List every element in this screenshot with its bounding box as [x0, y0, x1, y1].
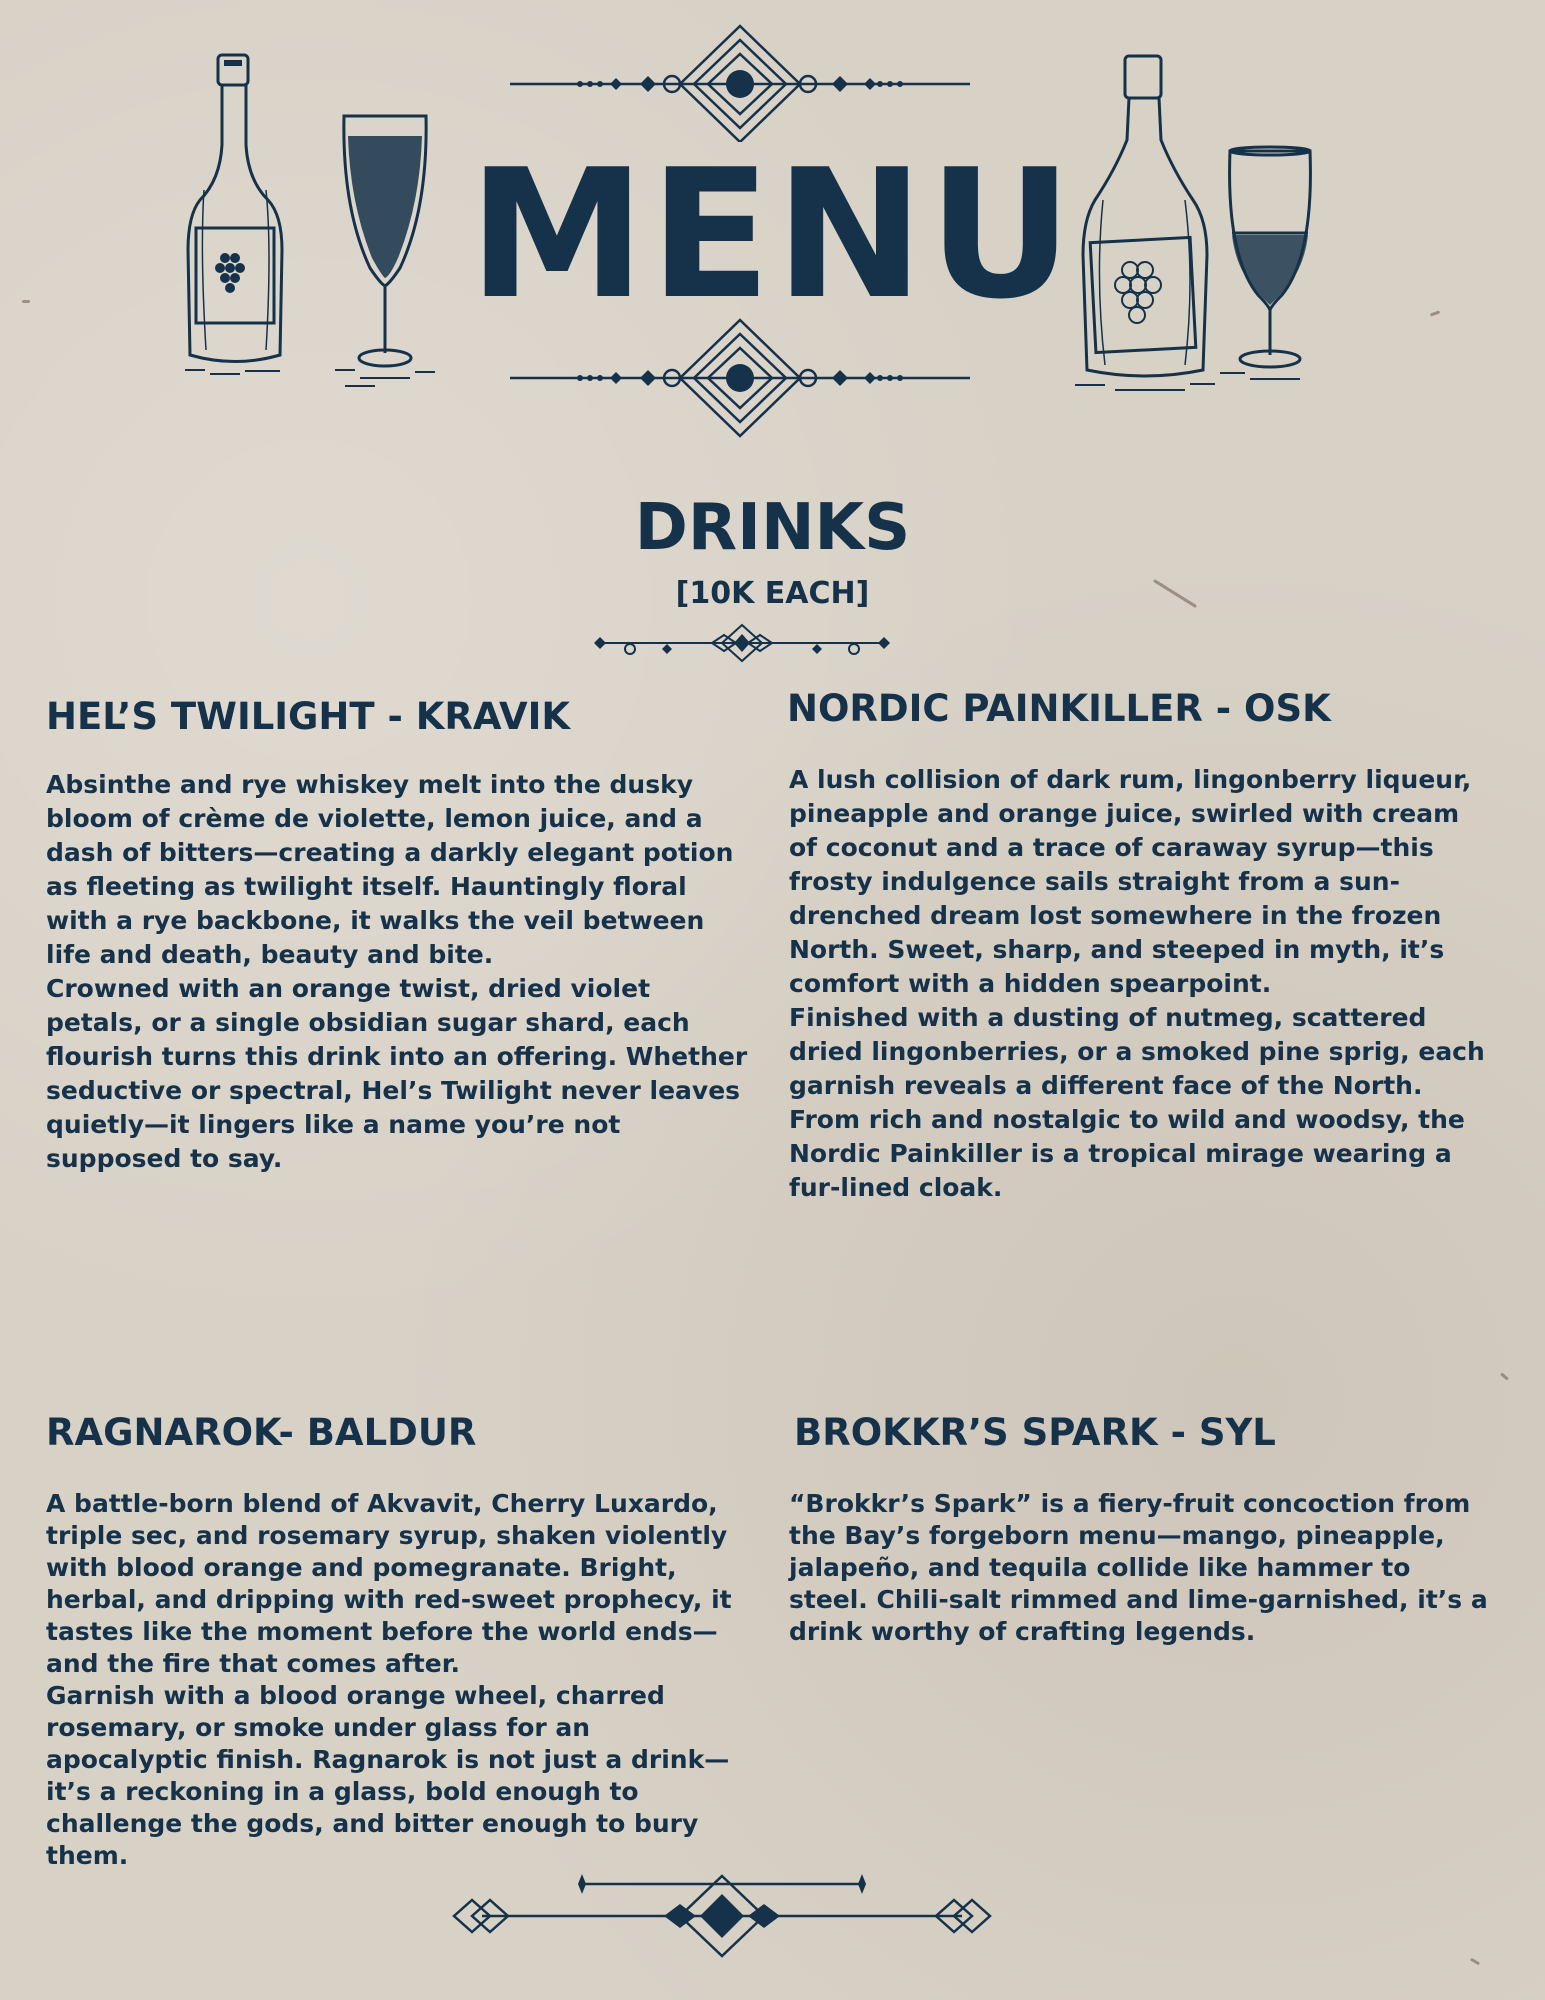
- ornament-divider-icon: [452, 1868, 992, 1958]
- section-subtitle: [10K EACH]: [675, 576, 870, 611]
- section-title: DRINKS: [634, 491, 911, 565]
- paper-fleck: [1500, 1372, 1509, 1380]
- description-paragraph: A lush collision of dark rum, lingonberry liqueur, pineapple and orange juice, swirled with cream of coconut and a trace of caraway syrup—this frosty indulgence sails straight from a sun-drenched dream lost somewhere in the frozen North. Sweet, sharp, and steeped in myth, it’s comfort with a hidden spearpoint.: [789, 765, 1472, 998]
- description-paragraph: Finished with a dusting of nutmeg, scattered dried lingonberries, or a smoked pine sprig, each garnish reveals a different face of the North. From rich and nostalgic to wild and woodsy, the Nordic Painkiller is a tropical mirage wearing a fur-lined cloak.: [789, 1003, 1485, 1202]
- ornament-divider-icon: [500, 22, 980, 142]
- drink-title-ragnarok: RAGNAROK- BALDUR: [46, 1411, 477, 1454]
- ornament-divider-icon: [592, 622, 892, 664]
- description-paragraph: Absinthe and rye whiskey melt into the dusky bloom of crème de violette, lemon juice, and a dash of bitters—creating a darkly elegant potion as fleeting as twilight itself. Hauntingly floral with a rye backbone, it walks the veil between life and death, beauty and bite.: [46, 770, 734, 969]
- drink-title-nordic-painkiller: NORDIC PAINKILLER - OSK: [787, 687, 1331, 730]
- drink-description-nordic-painkiller: [789, 763, 1489, 1205]
- drink-title-brokkrs-spark: BROKKR’S SPARK - SYL: [794, 1411, 1276, 1454]
- description-paragraph: Garnish with a blood orange wheel, charred rosemary, or smoke under glass for an apocalyptic finish. Ragnarok is not just a drink—it’s a reckoning in a glass, bold enough to challenge the gods, and bitter enough to bury them.: [46, 1681, 730, 1870]
- description-paragraph: “Brokkr’s Spark” is a fiery-fruit concoction from the Bay’s forgeborn menu—mango, pineapple, jalapeño, and tequila collide like hammer to steel. Chili-salt rimmed and lime-garnished, it’s a drink worthy of crafting legends.: [789, 1489, 1488, 1646]
- ornament-divider-icon: [500, 318, 980, 438]
- menu-title: MENU: [468, 131, 1077, 338]
- paper-fleck: [1470, 1958, 1480, 1966]
- drink-description-hels-twilight: [46, 768, 751, 1176]
- drink-description-ragnarok: [46, 1488, 751, 1872]
- drink-description-brokkrs-spark: [789, 1488, 1489, 1648]
- description-paragraph: A battle-born blend of Akvavit, Cherry Luxardo, triple sec, and rosemary syrup, shaken violently with blood orange and pomegranate. Bright, herbal, and dripping with red-sweet prophecy, it tastes like the moment before the world ends—and the fire that comes after.: [46, 1489, 732, 1678]
- description-paragraph: Crowned with an orange twist, dried violet petals, or a single obsidian sugar shard, each flourish turns this drink into an offering. Whether seductive or spectral, Hel’s Twilight never leaves quietly—it lingers like a name you’re not supposed to say.: [46, 974, 748, 1173]
- drink-title-hels-twilight: HEL’S TWILIGHT - KRAVIK: [46, 695, 571, 738]
